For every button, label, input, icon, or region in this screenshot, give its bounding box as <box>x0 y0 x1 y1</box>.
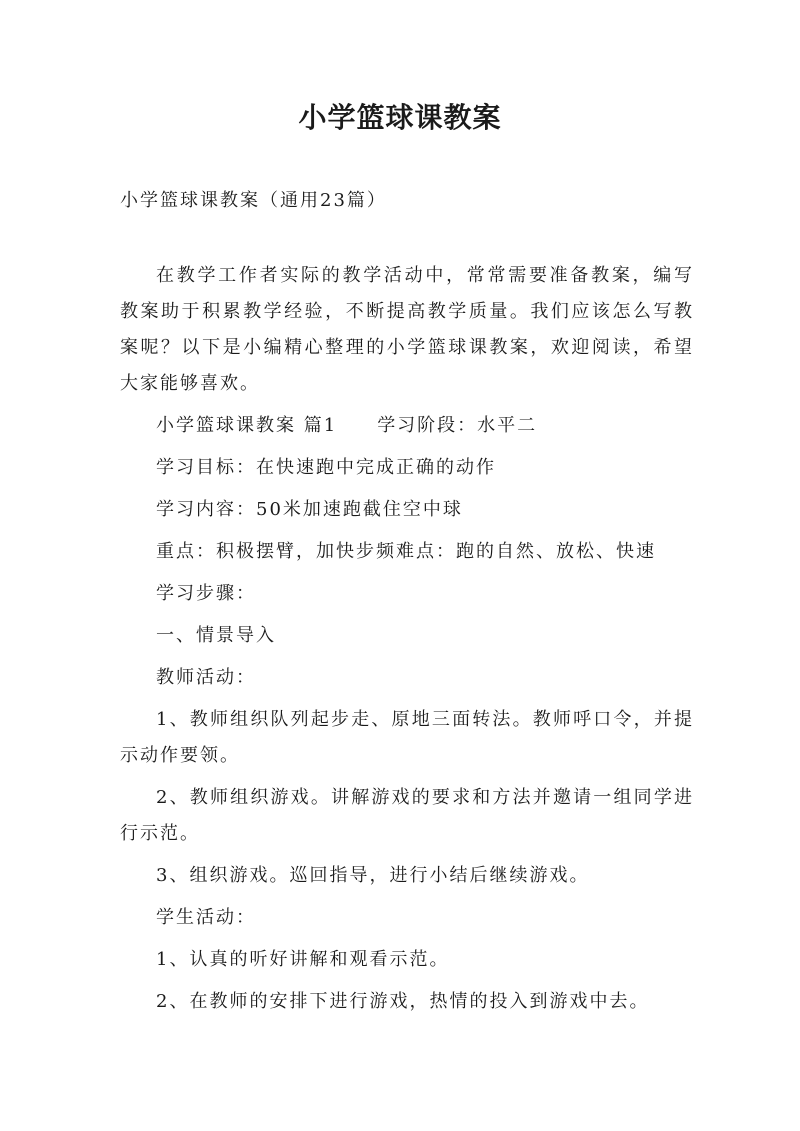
intro-paragraph: 在教学工作者实际的教学活动中，常常需要准备教案，编写教案助于积累教学经验，不断提高教学质量。我们应该怎么写教案呢？以下是小编精心整理的小学篮球课教案，欢迎阅读，希望大家能够喜欢。 <box>120 265 694 394</box>
key-points: 重点：积极摆臂，加快步频难点：跑的自然、放松、快速 <box>156 541 656 562</box>
student-activity-1: 1、认真的听好讲解和观看示范。 <box>156 949 450 970</box>
learning-content: 学习内容：50米加速跑截住空中球 <box>156 499 463 520</box>
steps-heading: 学习步骤： <box>156 583 256 604</box>
teacher-activity-2: 2、教师组织游戏。讲解游戏的要求和方法并邀请一组同学进行示范。 <box>120 787 694 844</box>
student-activities-heading: 学生活动： <box>156 907 256 928</box>
document-subtitle: 小学篮球课教案（通用23篇） <box>120 190 387 211</box>
learning-stage: 学习阶段：水平二 <box>377 415 538 436</box>
teacher-activity-3: 3、组织游戏。巡回指导，进行小结后继续游戏。 <box>156 865 590 886</box>
part-one-heading: 一、情景导入 <box>156 625 276 646</box>
learning-goal: 学习目标：在快速跑中完成正确的动作 <box>156 457 496 478</box>
section-header-line <box>120 408 694 444</box>
document-title: 小学篮球课教案 <box>298 101 502 134</box>
student-activity-2: 2、在教师的安排下进行游戏，热情的投入到游戏中去。 <box>156 991 650 1012</box>
teacher-activity-1: 1、教师组织队列起步走、原地三面转法。教师呼口令，并提示动作要领。 <box>120 709 694 766</box>
section-heading: 小学篮球课教案 篇1 <box>156 415 338 436</box>
teacher-activities-heading: 教师活动： <box>156 667 256 688</box>
document-body <box>120 258 694 1026</box>
